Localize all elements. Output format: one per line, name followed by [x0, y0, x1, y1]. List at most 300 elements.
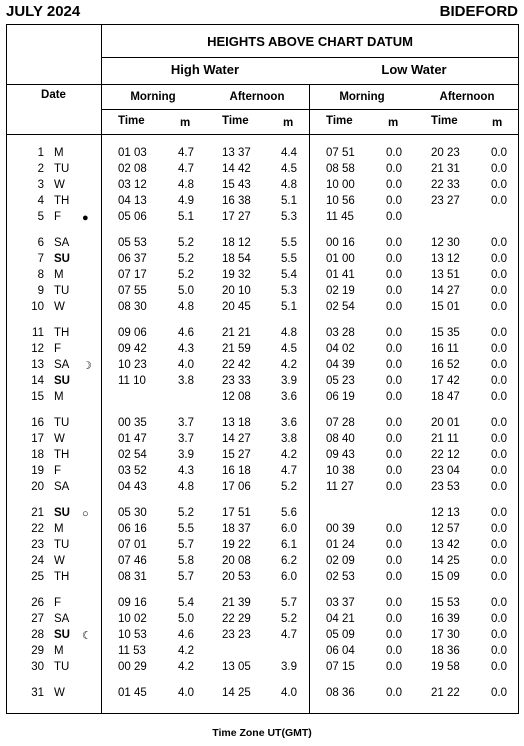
- high-morning-time: 09 06: [118, 327, 147, 339]
- low-morning-time: 02 54: [326, 301, 355, 314]
- high-morning-height: 5.2: [178, 237, 194, 249]
- weekday: M: [54, 269, 64, 282]
- low-morning-height: 0.0: [386, 449, 402, 462]
- low-morning-height: 0.0: [386, 343, 402, 356]
- high-morning-height: 4.0: [178, 687, 194, 699]
- low-afternoon-time: 16 52: [431, 359, 460, 372]
- low-morning-time: 09 43: [326, 449, 355, 462]
- day-number: 30: [31, 661, 44, 674]
- day-number: 6: [37, 237, 44, 249]
- weekday: SA: [54, 613, 70, 626]
- high-morning-height: 4.2: [178, 661, 194, 674]
- high-morning-time: 01 03: [118, 147, 147, 159]
- low-afternoon-time: 22 33: [431, 179, 460, 192]
- low-morning-time: 11 45: [326, 211, 354, 224]
- day-number: 1: [37, 147, 44, 159]
- low-morning-height: 0.0: [386, 687, 402, 699]
- low-afternoon-time: 15 01: [431, 301, 460, 314]
- low-afternoon-time: 14 27: [431, 285, 460, 298]
- high-afternoon-height: 4.0: [281, 687, 297, 699]
- weekday: SA: [54, 481, 70, 494]
- low-afternoon-time: 13 42: [431, 539, 460, 552]
- low-afternoon-height: 0.0: [491, 449, 507, 462]
- weekday: W: [54, 179, 65, 192]
- day-number: 4: [37, 195, 44, 208]
- low-water-header: Low Water: [381, 62, 447, 77]
- day-number: 17: [31, 433, 44, 446]
- new-moon-icon: ●: [82, 212, 89, 225]
- high-afternoon-height: 3.9: [281, 375, 297, 388]
- high-afternoon-height: 4.2: [281, 359, 297, 372]
- high-afternoon-time: 22 29: [222, 613, 251, 626]
- low-afternoon-height: 0.0: [491, 163, 507, 176]
- low-morning-time: 04 21: [326, 613, 355, 626]
- high-morning-time: 08 31: [118, 571, 147, 584]
- low-afternoon-height-header: m: [492, 117, 503, 129]
- weekday: TU: [54, 661, 70, 674]
- location-title: BIDEFORD: [439, 3, 518, 20]
- low-afternoon-header: Afternoon: [439, 91, 495, 103]
- high-afternoon-time: 20 08: [222, 555, 251, 568]
- low-morning-time: 02 09: [326, 555, 355, 568]
- high-afternoon-height: 6.0: [281, 523, 297, 536]
- low-morning-height: 0.0: [386, 253, 402, 266]
- low-afternoon-time: 14 25: [431, 555, 460, 568]
- day-number: 22: [31, 523, 44, 536]
- day-number: 29: [31, 645, 44, 658]
- low-afternoon-height: 0.0: [491, 555, 507, 568]
- low-morning-time: 04 02: [326, 343, 355, 356]
- high-morning-time: 02 08: [118, 163, 147, 176]
- low-morning-height: 0.0: [386, 147, 402, 159]
- low-afternoon-time: 13 51: [431, 269, 460, 282]
- low-afternoon-time: 23 04: [431, 465, 460, 478]
- high-afternoon-time: 16 18: [222, 465, 251, 478]
- high-morning-height: 4.7: [178, 163, 194, 176]
- low-morning-height: 0.0: [386, 613, 402, 626]
- low-morning-height: 0.0: [386, 661, 402, 674]
- weekday: M: [54, 523, 64, 536]
- low-afternoon-time: 12 30: [431, 237, 460, 249]
- high-afternoon-height: 4.7: [281, 629, 297, 642]
- high-afternoon-height: 5.6: [281, 507, 297, 519]
- high-afternoon-height: 4.5: [281, 343, 297, 356]
- high-afternoon-time: 23 33: [222, 375, 251, 388]
- high-afternoon-time: 21 21: [222, 327, 251, 339]
- low-afternoon-height: 0.0: [491, 481, 507, 494]
- high-afternoon-time: 14 27: [222, 433, 251, 446]
- high-afternoon-time: 16 38: [222, 195, 251, 208]
- low-afternoon-height: 0.0: [491, 253, 507, 266]
- high-afternoon-time: 14 42: [222, 163, 251, 176]
- high-morning-height: 4.6: [178, 327, 194, 339]
- day-number: 14: [31, 375, 44, 388]
- low-morning-time: 08 58: [326, 163, 355, 176]
- low-morning-time: 03 37: [326, 597, 355, 609]
- high-afternoon-height: 3.8: [281, 433, 297, 446]
- low-afternoon-height: 0.0: [491, 629, 507, 642]
- low-morning-time: 04 39: [326, 359, 355, 372]
- high-morning-time: 07 55: [118, 285, 147, 298]
- high-morning-time: 07 01: [118, 539, 147, 552]
- low-afternoon-time: 16 39: [431, 613, 460, 626]
- high-afternoon-height: 5.3: [281, 285, 297, 298]
- high-morning-time: 07 46: [118, 555, 147, 568]
- high-morning-time: 03 12: [118, 179, 147, 192]
- low-morning-height: 0.0: [386, 375, 402, 388]
- day-number: 27: [31, 613, 44, 626]
- low-morning-time: 06 04: [326, 645, 355, 658]
- low-morning-height: 0.0: [386, 285, 402, 298]
- high-afternoon-time: 21 59: [222, 343, 251, 356]
- divider-title: [101, 57, 519, 58]
- day-number: 11: [32, 327, 44, 339]
- high-afternoon-time: 18 12: [222, 237, 251, 249]
- high-afternoon-time: 20 53: [222, 571, 251, 584]
- low-afternoon-height: 0.0: [491, 269, 507, 282]
- low-morning-time: 02 19: [326, 285, 355, 298]
- high-afternoon-height: 3.6: [281, 391, 297, 404]
- low-morning-height: 0.0: [386, 433, 402, 446]
- high-afternoon-height: 3.9: [281, 661, 297, 674]
- low-morning-time: 00 39: [326, 523, 355, 536]
- high-morning-height-header: m: [180, 117, 191, 129]
- weekday: TH: [54, 571, 70, 584]
- high-morning-time: 03 52: [118, 465, 147, 478]
- low-morning-height: 0.0: [386, 179, 402, 192]
- low-morning-height: 0.0: [386, 391, 402, 404]
- high-morning-time: 09 16: [118, 597, 147, 609]
- high-morning-time: 01 47: [118, 433, 147, 446]
- first-quarter-moon-icon: ☽: [82, 360, 92, 373]
- low-afternoon-height: 0.0: [491, 661, 507, 674]
- low-afternoon-time: 20 23: [431, 147, 460, 159]
- high-afternoon-time-header: Time: [222, 115, 249, 127]
- day-number: 10: [31, 301, 44, 314]
- month-title: JULY 2024: [6, 3, 81, 20]
- high-morning-height: 3.7: [178, 417, 194, 429]
- day-number: 21: [31, 507, 44, 519]
- low-morning-time: 01 24: [326, 539, 355, 552]
- high-morning-height: 5.1: [178, 211, 194, 224]
- low-afternoon-time: 12 13: [431, 507, 460, 519]
- high-afternoon-height: 3.6: [281, 417, 297, 429]
- high-afternoon-time: 17 51: [222, 507, 251, 519]
- low-morning-height: 0.0: [386, 211, 402, 224]
- low-afternoon-time: 23 27: [431, 195, 460, 208]
- low-afternoon-time: 15 53: [431, 597, 460, 609]
- low-morning-time: 10 00: [326, 179, 355, 192]
- low-morning-time: 05 09: [326, 629, 355, 642]
- low-morning-time: 07 28: [326, 417, 355, 429]
- high-morning-height: 5.0: [178, 285, 194, 298]
- low-afternoon-height: 0.0: [491, 613, 507, 626]
- high-afternoon-height: 5.7: [281, 597, 297, 609]
- low-afternoon-height: 0.0: [491, 523, 507, 536]
- high-morning-time: 10 53: [118, 629, 147, 642]
- weekday: F: [54, 211, 62, 224]
- low-afternoon-time: 16 11: [431, 343, 459, 356]
- high-morning-time: 10 23: [118, 359, 147, 372]
- low-afternoon-height: 0.0: [491, 539, 507, 552]
- high-morning-time: 05 06: [118, 211, 147, 224]
- low-morning-height: 0.0: [386, 359, 402, 372]
- low-afternoon-height: 0.0: [491, 465, 507, 478]
- day-number: 7: [37, 253, 44, 266]
- high-morning-time: 11 53: [118, 645, 146, 658]
- high-morning-time-header: Time: [118, 115, 145, 127]
- low-morning-height: 0.0: [386, 481, 402, 494]
- high-morning-height: 5.2: [178, 253, 194, 266]
- low-afternoon-height: 0.0: [491, 571, 507, 584]
- day-number: 20: [31, 481, 44, 494]
- weekday: SU: [54, 253, 70, 266]
- high-morning-time: 09 42: [118, 343, 147, 356]
- high-afternoon-time: 15 27: [222, 449, 251, 462]
- low-morning-time: 03 28: [326, 327, 355, 339]
- low-afternoon-height: 0.0: [491, 179, 507, 192]
- weekday: TH: [54, 195, 70, 208]
- weekday: SA: [54, 359, 70, 372]
- low-afternoon-time: 21 31: [431, 163, 460, 176]
- low-morning-time-header: Time: [326, 115, 353, 127]
- high-afternoon-height-header: m: [283, 117, 294, 129]
- day-number: 18: [31, 449, 44, 462]
- low-morning-time: 08 36: [326, 687, 355, 699]
- high-afternoon-time: 20 45: [222, 301, 251, 314]
- low-afternoon-time: 18 47: [431, 391, 460, 404]
- weekday: TU: [54, 417, 70, 429]
- high-afternoon-time: 21 39: [222, 597, 251, 609]
- high-afternoon-height: 5.5: [281, 253, 297, 266]
- weekday: W: [54, 687, 65, 699]
- high-morning-height: 5.2: [178, 269, 194, 282]
- high-morning-header: Morning: [130, 91, 176, 103]
- low-morning-height: 0.0: [386, 195, 402, 208]
- low-afternoon-time: 19 58: [431, 661, 460, 674]
- weekday: M: [54, 645, 64, 658]
- weekday: SU: [54, 629, 70, 642]
- high-afternoon-time: 13 18: [222, 417, 251, 429]
- high-afternoon-height: 6.1: [281, 539, 297, 552]
- low-afternoon-height: 0.0: [491, 433, 507, 446]
- high-afternoon-time: 13 37: [222, 147, 251, 159]
- low-afternoon-time: 15 09: [431, 571, 460, 584]
- low-morning-time: 10 56: [326, 195, 355, 208]
- high-morning-time: 05 30: [118, 507, 147, 519]
- weekday: SA: [54, 237, 70, 249]
- low-afternoon-time: 22 12: [431, 449, 460, 462]
- high-morning-time: 07 17: [118, 269, 147, 282]
- low-afternoon-time: 17 30: [431, 629, 460, 642]
- divider-water-type: [6, 84, 519, 85]
- high-afternoon-height: 5.2: [281, 481, 297, 494]
- high-afternoon-height: 5.3: [281, 211, 297, 224]
- low-afternoon-height: 0.0: [491, 301, 507, 314]
- low-morning-height: 0.0: [386, 539, 402, 552]
- day-number: 13: [31, 359, 44, 372]
- low-morning-height: 0.0: [386, 555, 402, 568]
- day-number: 9: [37, 285, 44, 298]
- high-morning-height: 5.7: [178, 539, 194, 552]
- table-title: HEIGHTS ABOVE CHART DATUM: [207, 34, 413, 49]
- day-number: 8: [37, 269, 44, 282]
- low-morning-height: 0.0: [386, 597, 402, 609]
- high-afternoon-time: 22 42: [222, 359, 251, 372]
- low-morning-time: 05 23: [326, 375, 355, 388]
- low-morning-time: 11 27: [326, 481, 354, 494]
- weekday: F: [54, 343, 62, 356]
- high-afternoon-time: 14 25: [222, 687, 251, 699]
- weekday: W: [54, 433, 65, 446]
- weekday: F: [54, 465, 62, 478]
- low-morning-header: Morning: [339, 91, 385, 103]
- high-water-header: High Water: [170, 62, 240, 77]
- divider-high-low: [309, 84, 310, 714]
- high-morning-time: 08 30: [118, 301, 147, 314]
- weekday: F: [54, 597, 62, 609]
- high-afternoon-time: 13 05: [222, 661, 251, 674]
- weekday: TU: [54, 285, 70, 298]
- high-morning-height: 5.4: [178, 597, 194, 609]
- low-morning-time: 02 53: [326, 571, 355, 584]
- high-morning-height: 4.2: [178, 645, 194, 658]
- day-number: 26: [31, 597, 44, 609]
- low-afternoon-time: 13 12: [431, 253, 460, 266]
- low-morning-time: 07 15: [326, 661, 355, 674]
- high-afternoon-time: 19 32: [222, 269, 251, 282]
- low-morning-time: 01 41: [326, 269, 355, 282]
- high-morning-height: 5.5: [178, 523, 194, 536]
- divider-date-column: [101, 24, 102, 714]
- low-morning-time: 10 38: [326, 465, 355, 478]
- weekday: TH: [54, 327, 70, 339]
- time-zone-note: Time Zone UT(GMT): [212, 727, 312, 739]
- weekday: SU: [54, 507, 70, 519]
- day-number: 16: [31, 417, 44, 429]
- high-morning-height: 4.9: [178, 195, 194, 208]
- high-morning-height: 3.9: [178, 449, 194, 462]
- day-number: 31: [31, 687, 44, 699]
- high-morning-time: 10 02: [118, 613, 147, 626]
- low-afternoon-height: 0.0: [491, 359, 507, 372]
- low-afternoon-time: 23 53: [431, 481, 460, 494]
- day-number: 23: [31, 539, 44, 552]
- high-morning-time: 11 10: [118, 375, 146, 388]
- high-afternoon-time: 15 43: [222, 179, 251, 192]
- high-afternoon-time: 18 54: [222, 253, 251, 266]
- high-morning-height: 4.6: [178, 629, 194, 642]
- low-morning-height: 0.0: [386, 417, 402, 429]
- high-afternoon-height: 6.2: [281, 555, 297, 568]
- high-morning-height: 4.3: [178, 343, 194, 356]
- high-afternoon-header: Afternoon: [229, 91, 285, 103]
- high-afternoon-height: 4.5: [281, 163, 297, 176]
- full-moon-icon: ○: [82, 508, 89, 520]
- divider-column-headers: [6, 134, 519, 135]
- high-morning-height: 5.2: [178, 507, 194, 519]
- weekday: W: [54, 555, 65, 568]
- high-morning-height: 4.3: [178, 465, 194, 478]
- low-afternoon-time: 12 57: [431, 523, 460, 536]
- high-afternoon-height: 4.4: [281, 147, 297, 159]
- low-afternoon-height: 0.0: [491, 237, 507, 249]
- low-afternoon-time-header: Time: [431, 115, 458, 127]
- low-morning-time: 01 00: [326, 253, 355, 266]
- high-afternoon-height: 4.8: [281, 327, 297, 339]
- low-morning-height: 0.0: [386, 327, 402, 339]
- last-quarter-moon-icon: ☾: [82, 630, 92, 643]
- high-afternoon-height: 4.8: [281, 179, 297, 192]
- high-afternoon-time: 12 08: [222, 391, 251, 404]
- low-morning-time: 00 16: [326, 237, 355, 249]
- high-afternoon-height: 6.0: [281, 571, 297, 584]
- high-morning-height: 5.8: [178, 555, 194, 568]
- low-morning-time: 06 19: [326, 391, 355, 404]
- high-morning-height: 3.8: [178, 375, 194, 388]
- high-afternoon-time: 23 23: [222, 629, 251, 642]
- low-afternoon-height: 0.0: [491, 391, 507, 404]
- weekday: M: [54, 147, 64, 159]
- low-afternoon-time: 21 11: [431, 433, 459, 446]
- high-afternoon-time: 18 37: [222, 523, 251, 536]
- day-number: 19: [31, 465, 44, 478]
- low-afternoon-height: 0.0: [491, 417, 507, 429]
- high-morning-height: 4.0: [178, 359, 194, 372]
- high-afternoon-height: 5.1: [281, 195, 297, 208]
- high-morning-height: 4.8: [178, 179, 194, 192]
- low-afternoon-height: 0.0: [491, 147, 507, 159]
- low-afternoon-height: 0.0: [491, 343, 507, 356]
- day-number: 12: [31, 343, 44, 356]
- high-afternoon-time: 20 10: [222, 285, 251, 298]
- date-header: Date: [41, 89, 66, 101]
- day-number: 3: [37, 179, 44, 192]
- low-afternoon-height: 0.0: [491, 597, 507, 609]
- high-afternoon-time: 17 27: [222, 211, 251, 224]
- low-afternoon-time: 21 22: [431, 687, 460, 699]
- low-morning-height: 0.0: [386, 269, 402, 282]
- high-morning-time: 02 54: [118, 449, 147, 462]
- high-afternoon-height: 4.2: [281, 449, 297, 462]
- low-morning-height: 0.0: [386, 465, 402, 478]
- low-afternoon-time: 17 42: [431, 375, 460, 388]
- low-morning-height: 0.0: [386, 523, 402, 536]
- high-morning-time: 06 37: [118, 253, 147, 266]
- high-afternoon-height: 5.1: [281, 301, 297, 314]
- high-morning-time: 01 45: [118, 687, 147, 699]
- low-afternoon-height: 0.0: [491, 285, 507, 298]
- low-morning-time: 08 40: [326, 433, 355, 446]
- day-number: 15: [31, 391, 44, 404]
- low-morning-height: 0.0: [386, 645, 402, 658]
- weekday: TH: [54, 449, 70, 462]
- high-morning-height: 4.7: [178, 147, 194, 159]
- high-afternoon-time: 17 06: [222, 481, 251, 494]
- high-afternoon-height: 5.4: [281, 269, 297, 282]
- weekday: TU: [54, 539, 70, 552]
- high-morning-time: 06 16: [118, 523, 147, 536]
- day-number: 25: [31, 571, 44, 584]
- high-morning-height: 3.7: [178, 433, 194, 446]
- low-morning-height: 0.0: [386, 163, 402, 176]
- weekday: TU: [54, 163, 70, 176]
- low-morning-height: 0.0: [386, 629, 402, 642]
- low-morning-height: 0.0: [386, 237, 402, 249]
- high-morning-time: 05 53: [118, 237, 147, 249]
- weekday: SU: [54, 375, 70, 388]
- divider-period: [101, 109, 519, 110]
